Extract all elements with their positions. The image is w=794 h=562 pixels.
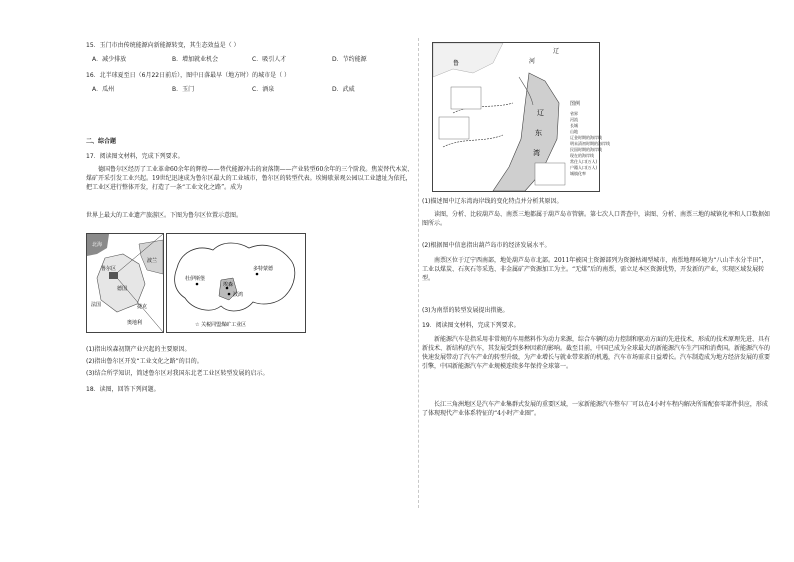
map-label-bay-2: 东 — [535, 129, 542, 137]
map-label-lu: 鲁 — [453, 60, 460, 67]
q15-option-b[interactable]: B．增加就业机会 — [172, 56, 219, 63]
q15-option-c[interactable]: C．吸引人才 — [252, 56, 287, 63]
q19-passage1: 新能源汽车是指采用非常规的车用燃料作为动力来源，综合车辆的动力控制和驱动方面的先进技术，形成的技术原理先进、具有新技术、新结构的汽车，其发展受到多种因素的影响。截至目前，中国已成为全球最大的新能源汽车生产国和消费国。新能源汽车的快速发展带动了汽车产业的转型升级，为产业增长与就业带来新的机遇，汽车市场需求日益增长。汽车制造成为地方经济发展的重要引擎，中国新能源汽车产业规模连续多年保持全球第一。 — [422, 336, 771, 370]
map-label-north-sea: 北海 — [92, 242, 103, 248]
q18-stem: 18．读图，回答下列问题。 — [86, 386, 160, 393]
q17-sub1: (1)指出埃森初期产业兴起的主要原因。 — [86, 346, 191, 353]
legend-item-4: 辽金时期的海岸线 — [570, 135, 602, 140]
map-label-poland: 波兰 — [147, 258, 158, 264]
map-label-ruhr: 鲁尔区 — [101, 266, 117, 272]
legend-item-8: 常住人口(万人) — [570, 159, 598, 164]
legend-item-9: 户籍人口(万人) — [570, 165, 598, 170]
q15-option-a[interactable]: A．减少排放 — [92, 56, 127, 63]
map-label-river: 河 — [529, 58, 536, 65]
map-label-germany: 德国 — [117, 286, 128, 292]
map-label-bay-1: 辽 — [537, 109, 544, 117]
legend-item-3: 山地 — [570, 129, 578, 134]
map-label-liao: 辽 — [553, 48, 560, 55]
legend-title: 图例 — [570, 101, 581, 107]
locator-map-svg — [87, 234, 163, 332]
ruhr-detail-map — [166, 233, 306, 333]
page-fold-line — [418, 38, 419, 508]
section-title: 二、综合题 — [86, 138, 117, 145]
q16-option-a[interactable]: A．瓜州 — [92, 86, 115, 93]
map-label-duisburg: 杜伊斯堡 — [185, 276, 206, 282]
ruhr-detail-svg — [167, 234, 305, 332]
legend-item-7: 现在的海岸线 — [570, 153, 594, 158]
q18-passage1: 读图，分析、比较葫芦岛、南票三地都属于葫芦岛市管辖。第七次人口普查中，读图、分析、南票三地的城镇化率和人口数据如图所示。 — [422, 211, 771, 227]
q15-stem: 15．玉门市由传统能源向新能源转变，其生态效益是（ ） — [86, 42, 240, 49]
stats-box-north — [451, 87, 481, 109]
map-label-czech: 捷克 — [137, 304, 148, 310]
map-label-bochum: 波鸿 — [233, 292, 244, 298]
map-label-dortmund: 多特蒙德 — [253, 266, 274, 272]
q19-passage2: 长江三角洲地区是汽车产业集群式发展的重要区域，一家新能源汽车整车厂可以在4小时车程内解决所需配套零部件供应，形成了体现现代产业体系特征的“4小时产业圈”。 — [422, 401, 768, 417]
legend-item-5: 明末清初时期的海岸线 — [570, 141, 610, 146]
locator-map — [86, 233, 164, 333]
q17-sub3: (3)结合所学知识，简述鲁尔区对我国东北老工业区转型发展的启示。 — [86, 370, 269, 377]
stats-box-west — [439, 117, 469, 139]
q18-passage2: 南票区位于辽宁西南部，地处葫芦岛市北部。2011年被国土资源部列为资源枯竭型城市，南票地理环境为“八山半水分半田”，工业以煤炭、石灰石等采选、非金属矿产资源加工为主。“无煤”后的南票，需立足本区资源优势，开发新的产业，实现区域发展转型。 — [422, 257, 768, 282]
q17-passage-end: 世界上最大的工业遗产旅游区。下图为鲁尔区位置示意图。 — [86, 212, 243, 219]
q16-stem: 16．北半球夏至日（6月22日前后），图中日落最早（地方时）的城市是（ ） — [86, 72, 290, 79]
q17-sub2: (2)指出鲁尔区开发“工业文化之路”的目的。 — [86, 358, 203, 365]
q18-sub3: (3)为南票的转型发展提出措施。 — [422, 307, 509, 314]
stats-box-south — [535, 163, 565, 185]
q16-option-d[interactable]: D．武威 — [332, 86, 355, 93]
q18-sub2: (2)根据图中信息指出葫芦岛市的经济发展水平。 — [422, 242, 551, 249]
map-legend: ☆ 关税同盟煤矿工业区 — [195, 322, 247, 328]
map-label-essen: 埃森 — [223, 282, 234, 288]
legend-extra: 城镇化率 — [570, 171, 586, 176]
map-label-bay-3: 湾 — [533, 149, 540, 157]
q15-option-d[interactable]: D．节约能源 — [332, 56, 367, 63]
legend-item-2: 长城 — [570, 123, 578, 128]
q17-passage: 德国鲁尔区经历了工业革命60余年的辉煌——替代能源冲击的衰落期——产业转型60余年的三个阶段。焦炭替代木炭、煤矿开采引发工业兴起。19世纪迅速成为鲁尔区最大的工业城市，鲁尔区的转型代表。埃姆歇景观公园以工业遗址为依托，把工业区进行整体开发，打造了一条“工业文化之路”。成为 — [86, 166, 414, 191]
q16-option-b[interactable]: B．玉门 — [172, 86, 195, 93]
map-label-france: 法国 — [91, 302, 102, 308]
ruhr-marker — [109, 272, 118, 279]
q16-option-c[interactable]: C．酒泉 — [252, 86, 275, 93]
q18-sub1: (1)描述图中辽东湾海岸线的变化特点并分析其原因。 — [422, 198, 563, 205]
q19-stem: 19．阅读图文材料，完成下列要求。 — [422, 322, 520, 329]
legend-item-1: 河流 — [570, 117, 578, 122]
map-label-austria: 奥地利 — [127, 320, 143, 326]
legend-item-6: 民国时期的海岸线 — [570, 147, 602, 152]
q17-stem: 17．阅读图文材料，完成下列要求。 — [86, 153, 184, 160]
legend-item-0: 省界 — [570, 111, 578, 116]
